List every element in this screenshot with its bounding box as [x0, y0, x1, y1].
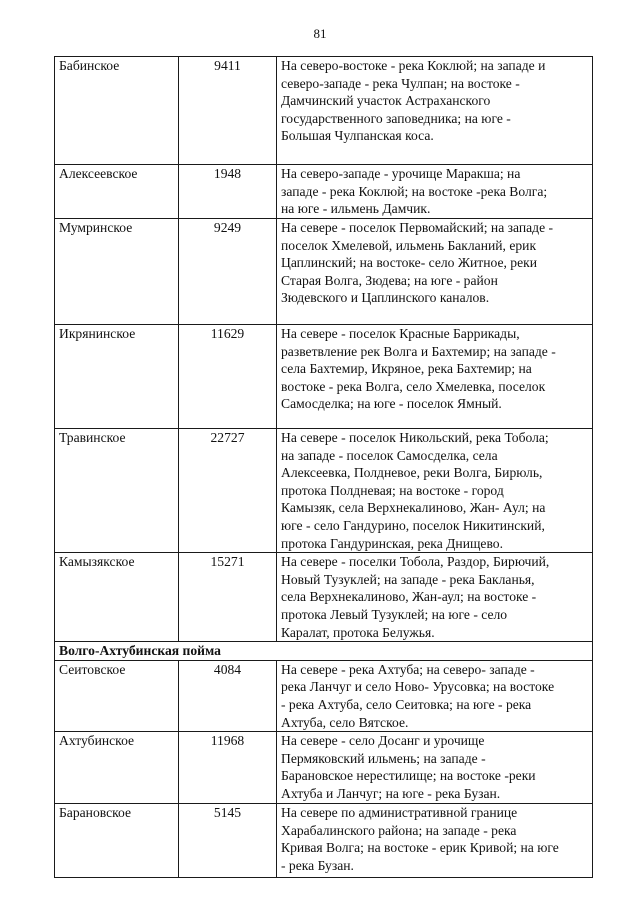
- table-row: [55, 553, 593, 642]
- boundary-line: западе - река Коклюй; на востоке -река Волга;: [281, 183, 548, 199]
- district-name: Камызякское: [55, 553, 179, 642]
- boundary-line: села Бахтемир, Икряное, река Бахтемир; на: [281, 361, 532, 377]
- boundary-line: На северо-востоке - река Коклюй; на западе и: [281, 58, 546, 73]
- boundary-line: на юге - ильмень Дамчик.: [281, 201, 431, 217]
- boundary-line: северо-западе - река Чулпан; на востоке -: [281, 75, 520, 91]
- table-row: [55, 804, 593, 878]
- table-row: [55, 732, 593, 804]
- boundary-line: поселок Хмелевой, ильмень Бакланий, ерик: [281, 237, 537, 253]
- district-boundaries: [277, 660, 593, 731]
- district-boundaries: [277, 804, 593, 878]
- district-boundaries: [277, 429, 593, 553]
- district-name: Травинское: [55, 429, 179, 553]
- boundary-line: протока Полдневая; на востоке - город: [281, 482, 504, 498]
- boundary-line: На севере - река Ахтуба; на северо- западе -: [281, 661, 535, 677]
- district-boundaries: [277, 553, 593, 642]
- boundary-line: Старая Волга, Зюдева; на юге - район: [281, 272, 498, 288]
- boundary-line: - река Ахтуба, село Сеитовка; на юге - река: [281, 696, 532, 712]
- districts-table-body: [55, 57, 593, 878]
- district-boundaries: [277, 165, 593, 219]
- district-value: 5145: [179, 804, 277, 878]
- boundary-line: На севере - село Досанг и урочище: [281, 733, 485, 749]
- table-row: [55, 660, 593, 731]
- boundary-line: Барановское нерестилище; на востоке -реки: [281, 768, 536, 784]
- district-name: Икрянинское: [55, 325, 179, 429]
- boundary-line: Кривая Волга; на востоке - ерик Кривой; на юге: [281, 840, 559, 856]
- boundary-line: Большая Чулпанская коса.: [281, 128, 434, 144]
- district-name: Барановское: [55, 804, 179, 878]
- boundary-line: разветвление рек Волга и Бахтемир; на западе -: [281, 343, 556, 359]
- boundary-line: села Верхнекалиново, Жан-аул; на востоке -: [281, 589, 537, 605]
- section-title: Волго-Ахтубинская пойма: [55, 642, 593, 661]
- boundary-line: Камызяк, села Верхнекалиново, Жан- Аул; на: [281, 500, 546, 516]
- boundary-line: Ахтуба, село Вятское.: [281, 714, 409, 730]
- boundary-line: Ахтуба и Ланчуг; на юге - река Бузан.: [281, 785, 501, 801]
- boundary-line: На севере - поселки Тобола, Раздор, Бирючий,: [281, 554, 550, 570]
- boundary-line: государственного заповедника; на юге -: [281, 110, 511, 126]
- boundary-line: Дамчинский участок Астраханского: [281, 93, 491, 109]
- table-row: [55, 165, 593, 219]
- district-boundaries: [277, 732, 593, 804]
- district-name: Мумринское: [55, 219, 179, 325]
- boundary-line: река Ланчуг и село Ново- Урусовка; на востоке: [281, 679, 555, 695]
- district-value: 9411: [179, 57, 277, 165]
- boundary-line: протока Гандуринская, река Днищево.: [281, 535, 503, 551]
- district-boundaries: [277, 57, 593, 165]
- table-row: [55, 429, 593, 553]
- district-boundaries: [277, 219, 593, 325]
- boundary-line: Пермяковский ильмень; на западе -: [281, 750, 486, 766]
- boundary-line: Каралат, протока Белужья.: [281, 624, 435, 640]
- boundary-line: востоке - река Волга, село Хмелевка, поселок: [281, 378, 546, 394]
- district-name: Бабинское: [55, 57, 179, 165]
- boundary-line: На севере - поселок Никольский, река Тобола;: [281, 430, 549, 445]
- boundary-line: На севере - поселок Первомайский; на западе -: [281, 220, 554, 235]
- table-row: [55, 57, 593, 165]
- district-value: 22727: [179, 429, 277, 553]
- section-header-row: [55, 642, 593, 661]
- boundary-line: На севере по административной границе: [281, 805, 518, 821]
- boundary-line: Алексеевка, Полдневое, реки Волга, Бирюль,: [281, 465, 543, 481]
- boundary-line: На севере - поселок Красные Баррикады,: [281, 326, 520, 341]
- district-boundaries: [277, 325, 593, 429]
- boundary-line: Самосделка; на юге - поселок Ямный.: [281, 396, 502, 412]
- page-number: 81: [313, 26, 327, 41]
- boundary-line: Харабалинского района; на западе - река: [281, 822, 517, 838]
- district-value: 9249: [179, 219, 277, 325]
- district-name: Сеитовское: [55, 660, 179, 731]
- boundary-line: Новый Тузуклей; на западе - река Бакланья,: [281, 571, 535, 587]
- table-row: [55, 325, 593, 429]
- boundary-line: на западе - поселок Самосделка, села: [281, 447, 498, 463]
- district-value: 1948: [179, 165, 277, 219]
- district-value: 4084: [179, 660, 277, 731]
- boundary-line: - река Бузан.: [281, 857, 354, 873]
- boundary-line: юге - село Гандурино, поселок Никитинский,: [281, 517, 545, 533]
- boundary-line: протока Левый Тузуклей; на юге - село: [281, 606, 508, 622]
- district-name: Алексеевское: [55, 165, 179, 219]
- boundary-line: На северо-западе - урочище Маракша; на: [281, 166, 521, 181]
- district-value: 11629: [179, 325, 277, 429]
- district-name: Ахтубинское: [55, 732, 179, 804]
- boundary-line: Зюдевского и Цаплинского каналов.: [281, 290, 490, 306]
- boundary-line: Цаплинский; на востоке- село Житное, реки: [281, 255, 538, 271]
- districts-table: [54, 56, 593, 878]
- district-value: 11968: [179, 732, 277, 804]
- district-value: 15271: [179, 553, 277, 642]
- table-row: [55, 219, 593, 325]
